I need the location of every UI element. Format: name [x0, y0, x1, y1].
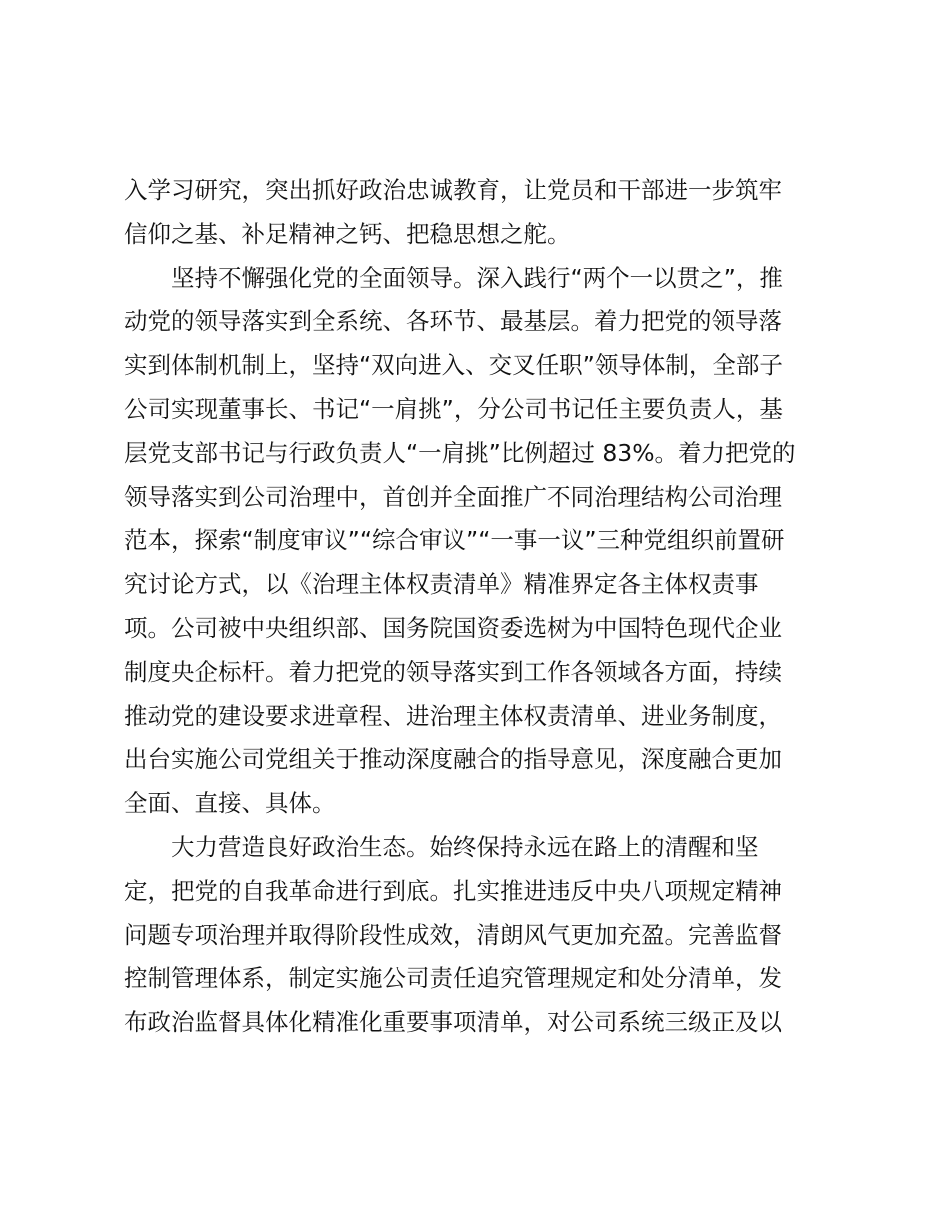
text-line: 领导落实到公司治理中，首创并全面推广不同治理结构公司治理: [124, 482, 782, 511]
text-line: 层党支部书记与行政负责人“一肩挑”比例超过 83%。着力把党的: [124, 438, 796, 467]
text-line: 范本，探索“制度审议”“综合审议”“一事一议”三种党组织前置研: [124, 526, 785, 555]
text-line: 定，把党的自我革命进行到底。扎实推进违反中央八项规定精神: [124, 876, 782, 905]
text-line: 究讨论方式，以《治理主体权责清单》精准界定各主体权责事: [124, 570, 759, 599]
text-line: 布政治监督具体化精准化重要事项清单，对公司系统三级正及以: [124, 1008, 782, 1037]
text-line: 坚持不懈强化党的全面领导。深入践行“两个一以贯之”，推: [171, 263, 783, 292]
text-line: 出台实施公司党组关于推动深度融合的指导意见，深度融合更加: [124, 745, 782, 774]
text-line: 公司实现董事长、书记“一肩挑”，分公司书记任主要负责人，基: [124, 394, 783, 423]
document-body: [124, 169, 824, 1045]
text-line: 实到体制机制上，坚持“双向进入、交叉任职”领导体制，全部子: [124, 351, 783, 380]
text-line: 信仰之基、补足精神之钙、把稳思想之舵。: [124, 219, 571, 248]
paragraph: [124, 169, 824, 257]
text-line: 制度央企标杆。着力把党的领导落实到工作各领域各方面，持续: [124, 657, 782, 686]
paragraph: [124, 257, 824, 826]
text-line: 控制管理体系，制定实施公司责任追究管理规定和处分清单，发: [124, 964, 782, 993]
text-line: 推动党的建设要求进章程、进治理主体权责清单、进业务制度，: [124, 701, 782, 730]
text-line: 大力营造良好政治生态。始终保持永远在路上的清醒和坚: [171, 832, 759, 861]
text-line: 项。公司被中央组织部、国务院国资委选树为中国特色现代企业: [124, 613, 782, 642]
text-line: 全面、直接、具体。: [124, 789, 336, 818]
text-line: 动党的领导落实到全系统、各环节、最基层。着力把党的领导落: [124, 307, 782, 336]
paragraph: [124, 826, 824, 1045]
text-line: 入学习研究，突出抓好政治忠诚教育，让党员和干部进一步筑牢: [124, 176, 782, 204]
text-line: 问题专项治理并取得阶段性成效，清朗风气更加充盈。完善监督: [124, 920, 782, 949]
